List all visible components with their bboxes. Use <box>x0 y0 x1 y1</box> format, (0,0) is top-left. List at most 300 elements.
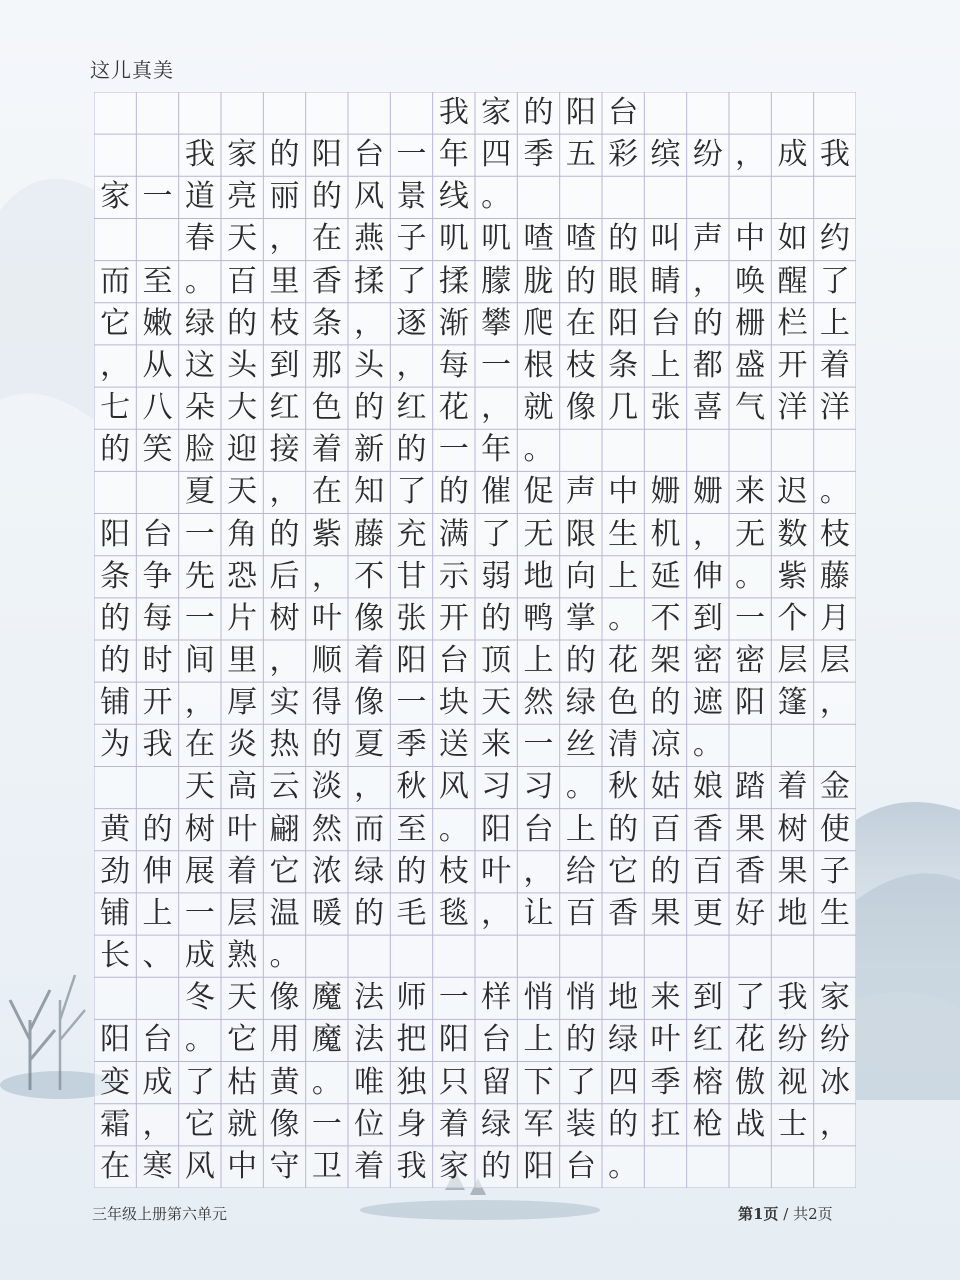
grid-character: 迟 <box>777 474 808 510</box>
grid-character: 独 <box>396 1064 427 1100</box>
grid-character: 的 <box>565 1022 596 1058</box>
grid-character: 士 <box>777 1106 808 1142</box>
grid-character: 胧 <box>523 263 554 299</box>
grid-character: 在 <box>184 727 215 763</box>
grid-character: 高 <box>227 769 258 805</box>
grid-character: 季 <box>396 727 427 763</box>
grid-character: 。 <box>565 769 596 805</box>
grid-character: 逐 <box>396 305 427 341</box>
grid-character: 揉 <box>438 263 469 299</box>
grid-character: 一 <box>735 600 766 636</box>
grid-character: 长 <box>100 938 131 974</box>
grid-character: 开 <box>777 347 808 383</box>
grid-character: 叽 <box>481 221 512 257</box>
grid-character: 香 <box>735 853 766 889</box>
grid-character: 子 <box>819 853 850 889</box>
grid-character: 朵 <box>184 390 215 426</box>
grid-character: 装 <box>565 1106 596 1142</box>
grid-character: 枝 <box>438 853 469 889</box>
grid-character: 天 <box>227 221 258 257</box>
grid-character: 时 <box>142 643 173 678</box>
grid-character: 百 <box>227 263 258 299</box>
grid-character: 色 <box>608 685 639 721</box>
grid-character: 唯 <box>354 1064 385 1100</box>
footer-separator: / <box>783 1205 789 1223</box>
grid-character: 声 <box>692 221 723 257</box>
grid-character: 栅 <box>735 305 766 341</box>
grid-character: 香 <box>692 811 723 847</box>
grid-character: 的 <box>354 390 385 426</box>
grid-character: 藤 <box>354 516 385 552</box>
footer-page-info <box>738 1203 833 1224</box>
grid-character: 的 <box>311 727 342 763</box>
grid-character: 嫩 <box>142 305 173 341</box>
footer-total-pages: 共2页 <box>793 1205 833 1223</box>
grid-character: 眼 <box>608 263 639 299</box>
grid-character: ， <box>692 516 723 552</box>
grid-character: 叶 <box>481 853 512 889</box>
grid-character: ， <box>819 685 850 721</box>
grid-character: 台 <box>608 95 639 130</box>
grid-character: 亮 <box>227 179 258 215</box>
grid-character: 丝 <box>565 727 596 763</box>
grid-character: 景 <box>396 179 427 215</box>
grid-character: 家 <box>438 1148 469 1184</box>
grid-character: 台 <box>142 516 173 552</box>
grid-character: 促 <box>523 474 554 510</box>
footer-page-number: 第1页 <box>738 1205 779 1223</box>
grid-character: 夏 <box>184 474 215 510</box>
grid-character: 年 <box>438 137 469 173</box>
grid-character: 金 <box>819 769 850 805</box>
grid-character: 凉 <box>650 727 681 763</box>
grid-character: 中 <box>227 1148 258 1184</box>
grid-character: 我 <box>396 1148 427 1184</box>
grid-character: 的 <box>438 474 469 510</box>
grid-character: 卫 <box>311 1148 342 1184</box>
grid-character: 香 <box>608 895 639 931</box>
grid-character: 先 <box>184 558 215 594</box>
grid-character: 天 <box>227 980 258 1016</box>
grid-character: 中 <box>608 474 639 510</box>
grid-character: 台 <box>481 1022 512 1058</box>
grid-character: 寒 <box>142 1148 173 1184</box>
grid-character: 顺 <box>311 643 342 678</box>
grid-character: 机 <box>650 516 681 552</box>
grid-character: 它 <box>227 1022 258 1058</box>
grid-character: 盛 <box>735 347 766 383</box>
grid-character: 到 <box>269 347 300 383</box>
grid-character: 的 <box>100 432 131 468</box>
grid-character: 的 <box>565 643 596 678</box>
grid-character: 用 <box>269 1022 300 1058</box>
grid-character: ， <box>269 643 300 678</box>
essay-body <box>94 92 856 1188</box>
grid-character: 傲 <box>735 1064 766 1100</box>
grid-character: 洋 <box>777 390 808 426</box>
grid-character: 而 <box>354 811 385 847</box>
grid-character: 夏 <box>354 727 385 763</box>
grid-character: 给 <box>565 853 596 889</box>
grid-character: 如 <box>777 221 808 257</box>
grid-character: 像 <box>269 980 300 1016</box>
header-title: 这儿真美 <box>90 58 174 82</box>
grid-character: 叶 <box>227 811 258 847</box>
grid-character: ， <box>481 390 512 426</box>
grid-character: 果 <box>650 895 681 931</box>
grid-character: 绿 <box>608 1022 639 1058</box>
grid-character: 成 <box>777 137 808 173</box>
grid-character: ， <box>735 137 766 173</box>
grid-character: 姑 <box>650 769 681 805</box>
grid-character: 百 <box>692 853 723 889</box>
grid-character: 上 <box>523 643 554 678</box>
composition-grid-paper <box>94 92 856 1188</box>
grid-character: 七 <box>100 390 131 426</box>
grid-character: 留 <box>481 1064 512 1100</box>
grid-character: 声 <box>565 474 596 510</box>
grid-character: 栏 <box>777 305 808 341</box>
grid-character: 香 <box>311 263 342 299</box>
grid-character: ， <box>819 1106 850 1142</box>
grid-character: 示 <box>438 558 469 594</box>
grid-character: 秋 <box>396 769 427 805</box>
grid-character: 的 <box>481 600 512 636</box>
grid-character: 几 <box>608 390 639 426</box>
grid-character: 师 <box>396 980 427 1016</box>
grid-character: 着 <box>354 643 385 678</box>
grid-character: 天 <box>184 769 215 805</box>
grid-character: 的 <box>269 137 300 173</box>
grid-character: 至 <box>142 263 173 299</box>
grid-character: 下 <box>523 1064 554 1100</box>
grid-character: 好 <box>735 895 766 931</box>
grid-character: ， <box>354 769 385 805</box>
grid-character: ， <box>142 1106 173 1142</box>
grid-character: 树 <box>777 811 808 847</box>
grid-character: 层 <box>227 895 258 931</box>
grid-character: 一 <box>438 980 469 1016</box>
grid-character: 果 <box>777 853 808 889</box>
grid-character: 上 <box>142 895 173 931</box>
grid-character: 它 <box>100 305 131 341</box>
grid-character: 习 <box>523 769 554 805</box>
grid-character: 冬 <box>184 980 215 1016</box>
grid-character: 红 <box>269 390 300 426</box>
grid-character: 在 <box>565 305 596 341</box>
grid-character: 枯 <box>227 1064 258 1100</box>
grid-character: 像 <box>565 390 596 426</box>
grid-character: 。 <box>608 600 639 636</box>
grid-character: 红 <box>692 1022 723 1058</box>
grid-character: 一 <box>311 1106 342 1142</box>
grid-character: 台 <box>142 1022 173 1058</box>
grid-character: ， <box>396 347 427 383</box>
grid-character: 叶 <box>311 600 342 636</box>
grid-character: 四 <box>608 1064 639 1100</box>
grid-character: 花 <box>438 390 469 426</box>
grid-character: ， <box>481 895 512 931</box>
grid-character: 天 <box>481 685 512 721</box>
grid-character: 季 <box>650 1064 681 1100</box>
grid-character: 风 <box>354 179 385 215</box>
grid-character: 守 <box>269 1148 300 1184</box>
grid-character: 战 <box>735 1106 766 1142</box>
grid-character: 绿 <box>565 685 596 721</box>
grid-character: 成 <box>184 938 215 974</box>
grid-character: 百 <box>650 811 681 847</box>
grid-character: 燕 <box>354 221 385 257</box>
grid-character: 争 <box>142 558 173 594</box>
grid-character: 阳 <box>100 1022 131 1058</box>
grid-character: 洋 <box>819 390 850 426</box>
grid-character: 姗 <box>650 474 681 510</box>
grid-character: 淡 <box>311 769 342 805</box>
grid-character: 枝 <box>819 516 850 552</box>
grid-character: 来 <box>650 980 681 1016</box>
grid-character: 角 <box>227 516 258 552</box>
grid-character: 八 <box>142 390 173 426</box>
grid-character: 条 <box>100 558 131 594</box>
grid-character: 弱 <box>481 558 512 594</box>
grid-character: 这 <box>184 347 215 383</box>
grid-character: 的 <box>481 1148 512 1184</box>
grid-character: 唤 <box>735 263 766 299</box>
grid-character: 习 <box>481 769 512 805</box>
grid-character: 身 <box>396 1106 427 1142</box>
grid-character: 台 <box>650 305 681 341</box>
grid-character: 叫 <box>650 221 681 257</box>
grid-character: 生 <box>819 895 850 931</box>
grid-character: 上 <box>608 558 639 594</box>
grid-character: 在 <box>311 474 342 510</box>
grid-character: 霜 <box>100 1106 131 1142</box>
grid-character: 揉 <box>354 263 385 299</box>
grid-character: 里 <box>269 263 300 299</box>
grid-character: ， <box>100 347 131 383</box>
grid-character: 然 <box>311 811 342 847</box>
grid-character: 架 <box>650 643 681 678</box>
grid-character: 新 <box>354 432 385 468</box>
grid-character: 每 <box>142 600 173 636</box>
grid-character: 密 <box>692 643 723 678</box>
grid-character: 秋 <box>608 769 639 805</box>
grid-character: 甘 <box>396 558 427 594</box>
grid-character: 踏 <box>735 769 766 805</box>
grid-character: 后 <box>269 558 300 594</box>
grid-character: 的 <box>142 811 173 847</box>
grid-character: 渐 <box>438 305 469 341</box>
grid-character: 了 <box>565 1064 596 1100</box>
grid-character: 魔 <box>311 1022 342 1058</box>
grid-character: 线 <box>438 179 469 215</box>
grid-character: 了 <box>396 263 427 299</box>
footer-unit: 三年级上册第六单元 <box>92 1205 228 1223</box>
grid-character: 根 <box>523 347 554 383</box>
grid-character: 在 <box>100 1148 131 1184</box>
grid-character: 爬 <box>523 305 554 341</box>
grid-character: 。 <box>608 1148 639 1184</box>
grid-character: 枝 <box>269 305 300 341</box>
grid-character: 变 <box>100 1064 131 1100</box>
grid-character: 着 <box>819 347 850 383</box>
grid-character: 。 <box>692 727 723 763</box>
grid-character: 绿 <box>481 1106 512 1142</box>
grid-character: 绿 <box>354 853 385 889</box>
grid-character: 密 <box>735 643 766 678</box>
grid-character: 四 <box>481 137 512 173</box>
grid-character: 云 <box>269 769 300 805</box>
grid-character: 一 <box>481 347 512 383</box>
grid-character: 魔 <box>311 980 342 1016</box>
grid-character: 。 <box>438 811 469 847</box>
grid-character: 就 <box>227 1106 258 1142</box>
grid-character: 醒 <box>777 263 808 299</box>
grid-character: 纷 <box>819 1022 850 1058</box>
grid-character: ， <box>692 263 723 299</box>
grid-character: 阳 <box>565 95 596 130</box>
grid-character: 暖 <box>311 895 342 931</box>
grid-character: 毯 <box>438 895 469 931</box>
grid-character: 数 <box>777 516 808 552</box>
grid-character: 只 <box>438 1064 469 1100</box>
grid-character: 树 <box>184 811 215 847</box>
grid-character: 浓 <box>311 853 342 889</box>
grid-character: 让 <box>523 895 554 931</box>
grid-character: 遮 <box>692 685 723 721</box>
grid-character: 家 <box>227 137 258 173</box>
grid-character: 来 <box>481 727 512 763</box>
grid-character: 的 <box>269 516 300 552</box>
grid-character: 阳 <box>481 811 512 847</box>
grid-character: 开 <box>142 685 173 721</box>
grid-character: 一 <box>184 516 215 552</box>
grid-character: 冰 <box>819 1064 850 1100</box>
grid-character: 攀 <box>481 305 512 341</box>
grid-character: 黄 <box>269 1064 300 1100</box>
grid-character: 的 <box>354 895 385 931</box>
grid-character: 风 <box>184 1148 215 1184</box>
grid-character: 。 <box>269 938 300 974</box>
grid-character: 季 <box>523 137 554 173</box>
grid-character: 纷 <box>777 1022 808 1058</box>
grid-character: 上 <box>523 1022 554 1058</box>
grid-character: 开 <box>438 600 469 636</box>
grid-character: 地 <box>777 895 808 931</box>
grid-character: 了 <box>184 1064 215 1100</box>
grid-character: 的 <box>608 221 639 257</box>
grid-character: 道 <box>184 179 215 215</box>
grid-character: 喜 <box>692 390 723 426</box>
grid-character: 榕 <box>692 1064 723 1100</box>
grid-character: 恐 <box>227 558 258 594</box>
grid-character: 的 <box>227 305 258 341</box>
grid-character: 上 <box>819 305 850 341</box>
grid-character: 生 <box>608 516 639 552</box>
grid-character: 悄 <box>523 980 554 1016</box>
grid-character: 娘 <box>692 769 723 805</box>
grid-character: 的 <box>396 853 427 889</box>
grid-character: 熟 <box>227 938 258 974</box>
grid-character: ， <box>311 558 342 594</box>
grid-character: 的 <box>608 1106 639 1142</box>
grid-character: 了 <box>396 474 427 510</box>
grid-character: 视 <box>777 1064 808 1100</box>
grid-character: 无 <box>523 516 554 552</box>
grid-character: 样 <box>481 980 512 1016</box>
grid-character: 热 <box>269 727 300 763</box>
grid-character: 像 <box>269 1106 300 1142</box>
grid-character: 上 <box>565 811 596 847</box>
grid-character: 片 <box>227 600 258 636</box>
grid-character: 就 <box>523 390 554 426</box>
grid-character: 然 <box>523 685 554 721</box>
grid-character: 温 <box>269 895 300 931</box>
grid-character: 使 <box>819 811 850 847</box>
grid-character: 更 <box>692 895 723 931</box>
grid-character: 台 <box>565 1148 596 1184</box>
grid-character: 一 <box>396 685 427 721</box>
grid-character: 间 <box>184 643 215 678</box>
grid-character: 伸 <box>142 853 173 889</box>
grid-character: 了 <box>735 980 766 1016</box>
grid-character: 翩 <box>269 811 300 847</box>
grid-character: 那 <box>311 347 342 383</box>
grid-character: 。 <box>184 1022 215 1058</box>
grid-character: 像 <box>354 685 385 721</box>
grid-character: 紫 <box>777 558 808 594</box>
grid-character: 法 <box>354 1022 385 1058</box>
grid-character: 。 <box>311 1064 342 1100</box>
grid-character: 催 <box>481 474 512 510</box>
grid-character: 花 <box>735 1022 766 1058</box>
grid-character: 着 <box>438 1106 469 1142</box>
grid-character: ， <box>184 685 215 721</box>
grid-character: 纷 <box>692 137 723 173</box>
grid-character: 顶 <box>481 643 512 678</box>
grid-character: 的 <box>396 432 427 468</box>
grid-character: 上 <box>650 347 681 383</box>
grid-character: 来 <box>735 474 766 510</box>
grid-character: 的 <box>311 179 342 215</box>
grid-character: 阳 <box>311 137 342 173</box>
grid-character: 年 <box>481 432 512 468</box>
grid-character: 阳 <box>100 516 131 552</box>
grid-character: 位 <box>354 1106 385 1142</box>
grid-character: 清 <box>608 727 639 763</box>
grid-character: 送 <box>438 727 469 763</box>
grid-character: 的 <box>650 853 681 889</box>
grid-character: 缤 <box>650 137 681 173</box>
grid-character: 台 <box>438 643 469 678</box>
grid-character: 果 <box>735 811 766 847</box>
grid-character: 百 <box>565 895 596 931</box>
grid-character: ， <box>523 853 554 889</box>
grid-character: 把 <box>396 1022 427 1058</box>
grid-character: 花 <box>608 643 639 678</box>
grid-character: 一 <box>396 137 427 173</box>
grid-character: 层 <box>819 643 850 678</box>
grid-character: 条 <box>311 305 342 341</box>
grid-character: 我 <box>819 137 850 173</box>
grid-character: 我 <box>438 95 469 130</box>
grid-character: 伸 <box>692 558 723 594</box>
grid-character: 台 <box>523 811 554 847</box>
grid-character: 的 <box>100 643 131 678</box>
grid-character: 接 <box>269 432 300 468</box>
grid-character: 头 <box>354 347 385 383</box>
grid-character: 中 <box>735 221 766 257</box>
